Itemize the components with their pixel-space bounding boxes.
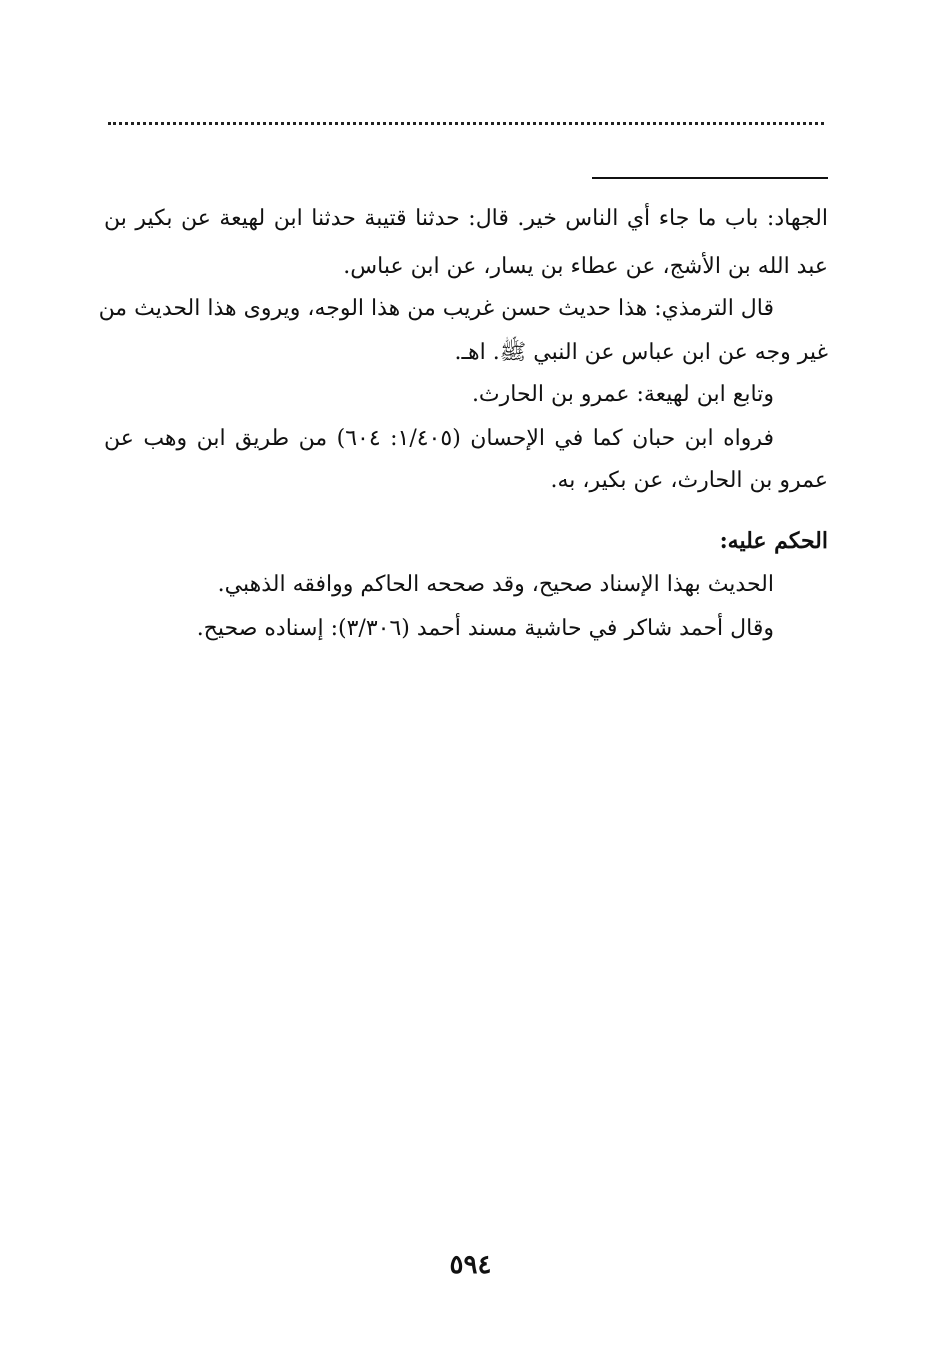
dotted-separator bbox=[108, 122, 824, 129]
footnote-separator bbox=[592, 177, 828, 179]
footnote-line-1: الجهاد: باب ما جاء أي الناس خير. قال: حدثنا قتيبة حدثنا ابن لهيعة عن بكير بن bbox=[104, 206, 828, 231]
footnote-line-4: غير وجه عن ابن عباس عن النبي ﷺ. اهـ. bbox=[454, 340, 828, 365]
footnote-line-5: وتابع ابن لهيعة: عمرو بن الحارث. bbox=[471, 382, 774, 407]
page-number: ٥٩٤ bbox=[449, 1250, 492, 1280]
footnote-line-3: قال الترمذي: هذا حديث حسن غريب من هذا الوجه، ويروى هذا الحديث من bbox=[98, 296, 774, 321]
ruling-line-2: وقال أحمد شاكر في حاشية مسند أحمد (٣/٣٠٦): إسناده صحيح. bbox=[196, 616, 774, 641]
footnote-line-2: عبد الله بن الأشج، عن عطاء بن يسار، عن ابن عباس. bbox=[343, 254, 828, 279]
footnote-line-7: عمرو بن الحارث، عن بكير، به. bbox=[550, 468, 828, 493]
footnote-line-6: فرواه ابن حبان كما في الإحسان (١/٤٠٥: ٦٠٤) من طريق ابن وهب عن bbox=[104, 426, 774, 451]
ruling-heading: الحكم عليه: bbox=[719, 528, 828, 554]
ruling-line-1: الحديث بهذا الإسناد صحيح، وقد صححه الحاكم ووافقه الذهبي. bbox=[217, 572, 774, 597]
